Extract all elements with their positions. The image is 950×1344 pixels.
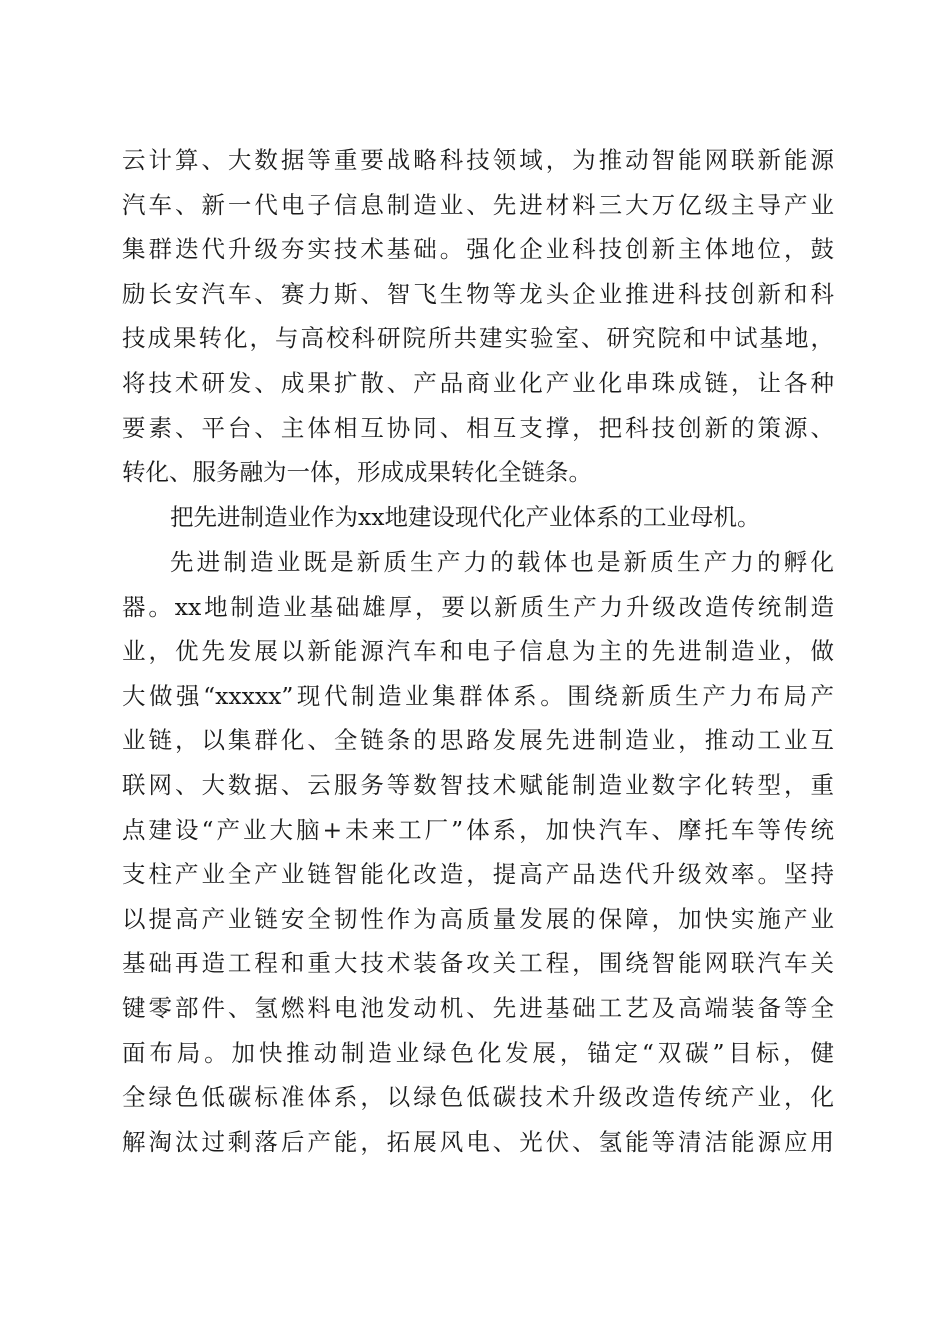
paragraph-2 — [122, 540, 834, 1164]
paragraph-2-line: 先进制造业既是新质生产力的载体也是新质生产力的孵化 — [170, 548, 834, 576]
paragraph-2-line: 器。xx地制造业基础雄厚，要以新质生产力升级改造传统制造 — [122, 592, 834, 621]
paragraph-2-line: 点建设“产业大脑+未来工厂”体系，加快汽车、摩托车等传统 — [122, 815, 834, 844]
paragraph-2-line: 解淘汰过剩落后产能，拓展风电、光伏、氢能等清洁能源应用 — [122, 1127, 834, 1156]
paragraph-2-line: 以提高产业链安全韧性作为高质量发展的保障，加快实施产业 — [122, 904, 834, 933]
paragraph-2-line: 基础再造工程和重大技术装备攻关工程，围绕智能网联汽车关 — [122, 949, 834, 978]
paragraph-2-line: 键零部件、氢燃料电池发动机、先进基础工艺及高端装备等全 — [122, 993, 834, 1022]
paragraph-2-line: 支柱产业全产业链智能化改造，提高产品迭代升级效率。坚持 — [122, 860, 834, 889]
paragraph-1-line: 将技术研发、成果扩散、产品商业化产业化串珠成链，让各种 — [122, 368, 834, 397]
section-heading-text: 把先进制造业作为xx地建设现代化产业体系的工业母机。 — [170, 503, 761, 531]
paragraph-2-line: 面布局。加快推动制造业绿色化发展，锚定“双碳”目标，健 — [122, 1038, 834, 1067]
paragraph-1 — [122, 138, 834, 495]
paragraph-2-line: 大做强“xxxxx”现代制造业集群体系。围绕新质生产力布局产 — [122, 681, 834, 710]
paragraph-1-line: 汽车、新一代电子信息制造业、先进材料三大万亿级主导产业 — [122, 190, 834, 219]
paragraph-2-line: 业链，以集群化、全链条的思路发展先进制造业，推动工业互 — [122, 726, 834, 755]
paragraph-1-line: 技成果转化，与高校科研院所共建实验室、研究院和中试基地， — [122, 324, 834, 353]
paragraph-2-line: 联网、大数据、云服务等数智技术赋能制造业数字化转型，重 — [122, 770, 834, 799]
section-heading — [170, 495, 834, 540]
paragraph-1-line: 要素、平台、主体相互协同、相互支撑，把科技创新的策源、 — [122, 413, 834, 442]
paragraph-2-line: 业，优先发展以新能源汽车和电子信息为主的先进制造业，做 — [122, 637, 834, 666]
paragraph-1-line: 云计算、大数据等重要战略科技领域，为推动智能网联新能源 — [122, 146, 834, 174]
paragraph-1-line: 转化、服务融为一体，形成成果转化全链条。 — [122, 458, 592, 487]
paragraph-1-line: 集群迭代升级夯实技术基础。强化企业科技创新主体地位，鼓 — [122, 235, 834, 264]
paragraph-2-line: 全绿色低碳标准体系，以绿色低碳技术升级改造传统产业，化 — [122, 1083, 834, 1112]
paragraph-1-line: 励长安汽车、赛力斯、智飞生物等龙头企业推进科技创新和科 — [122, 279, 834, 308]
